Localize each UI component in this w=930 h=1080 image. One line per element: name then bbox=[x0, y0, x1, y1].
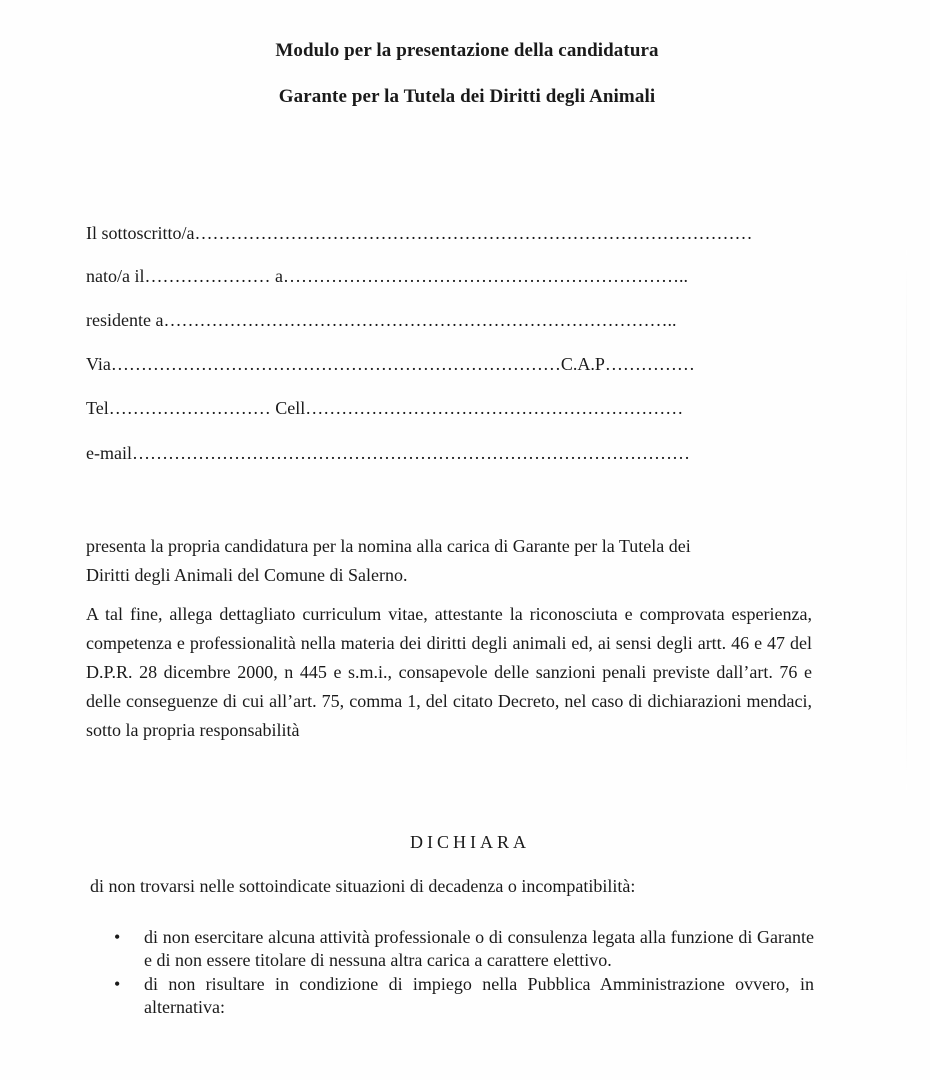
field-via-cap[interactable]: Via…………………………………………………………………C.A.P…………… bbox=[86, 354, 695, 374]
scan-edge-mark bbox=[906, 250, 907, 790]
declaration-heading: DICHIARA bbox=[410, 832, 530, 852]
field-residente[interactable]: residente a………………………………………………………………………….. bbox=[86, 310, 677, 330]
list-item-text: di non risultare in condizione di impiego nella Pubblica Amministrazione ovvero, in alternativa: bbox=[144, 974, 814, 1017]
declaration-list bbox=[108, 926, 814, 1019]
list-item bbox=[108, 973, 814, 1019]
field-nato[interactable]: nato/a il………………… a………………………………………………………….. bbox=[86, 266, 688, 286]
bullet-icon: • bbox=[114, 974, 121, 994]
bullet-icon: • bbox=[114, 927, 121, 947]
form-subtitle: Garante per la Tutela dei Diritti degli Animali bbox=[278, 86, 656, 107]
candidacy-paragraph bbox=[86, 532, 812, 590]
field-sottoscritto[interactable]: Il sottoscritto/a………………………………………………………………………………… bbox=[86, 223, 753, 243]
field-email[interactable]: e-mail………………………………………………………………………………… bbox=[86, 443, 690, 463]
candidacy-line-1: presenta la propria candidatura per la nomina alla carica di Garante per la Tutela dei bbox=[86, 536, 691, 556]
declaration-intro: di non trovarsi nelle sottoindicate situazioni di decadenza o incompatibilità: bbox=[90, 876, 636, 896]
form-title: Modulo per la presentazione della candidatura bbox=[275, 40, 659, 61]
list-item bbox=[108, 926, 814, 972]
field-tel-cell[interactable]: Tel……………………… Cell……………………………………………………… bbox=[86, 398, 684, 418]
attachment-paragraph: A tal fine, allega dettagliato curriculum vitae, attestante la riconosciuta e comprovata esperienza, competenza e professionalità nella materia dei diritti degli animali ed, ai sensi degli artt. 46 e 47 del D.P.R. 28 dicembre 2000, n 445 e s.m.i., consapevole delle sanzioni penali previste dall’art. 76 e delle conseguenze di cui all’art. 75, comma 1, del citato Decreto, nel caso di dichiarazioni mendaci, sotto la propria responsabilità bbox=[86, 604, 812, 740]
list-item-text: di non esercitare alcuna attività professionale o di consulenza legata alla funzione di Garante e di non essere titolare di nessuna altra carica a carattere elettivo. bbox=[144, 927, 814, 970]
candidacy-line-2: Diritti degli Animali del Comune di Salerno. bbox=[86, 565, 408, 585]
